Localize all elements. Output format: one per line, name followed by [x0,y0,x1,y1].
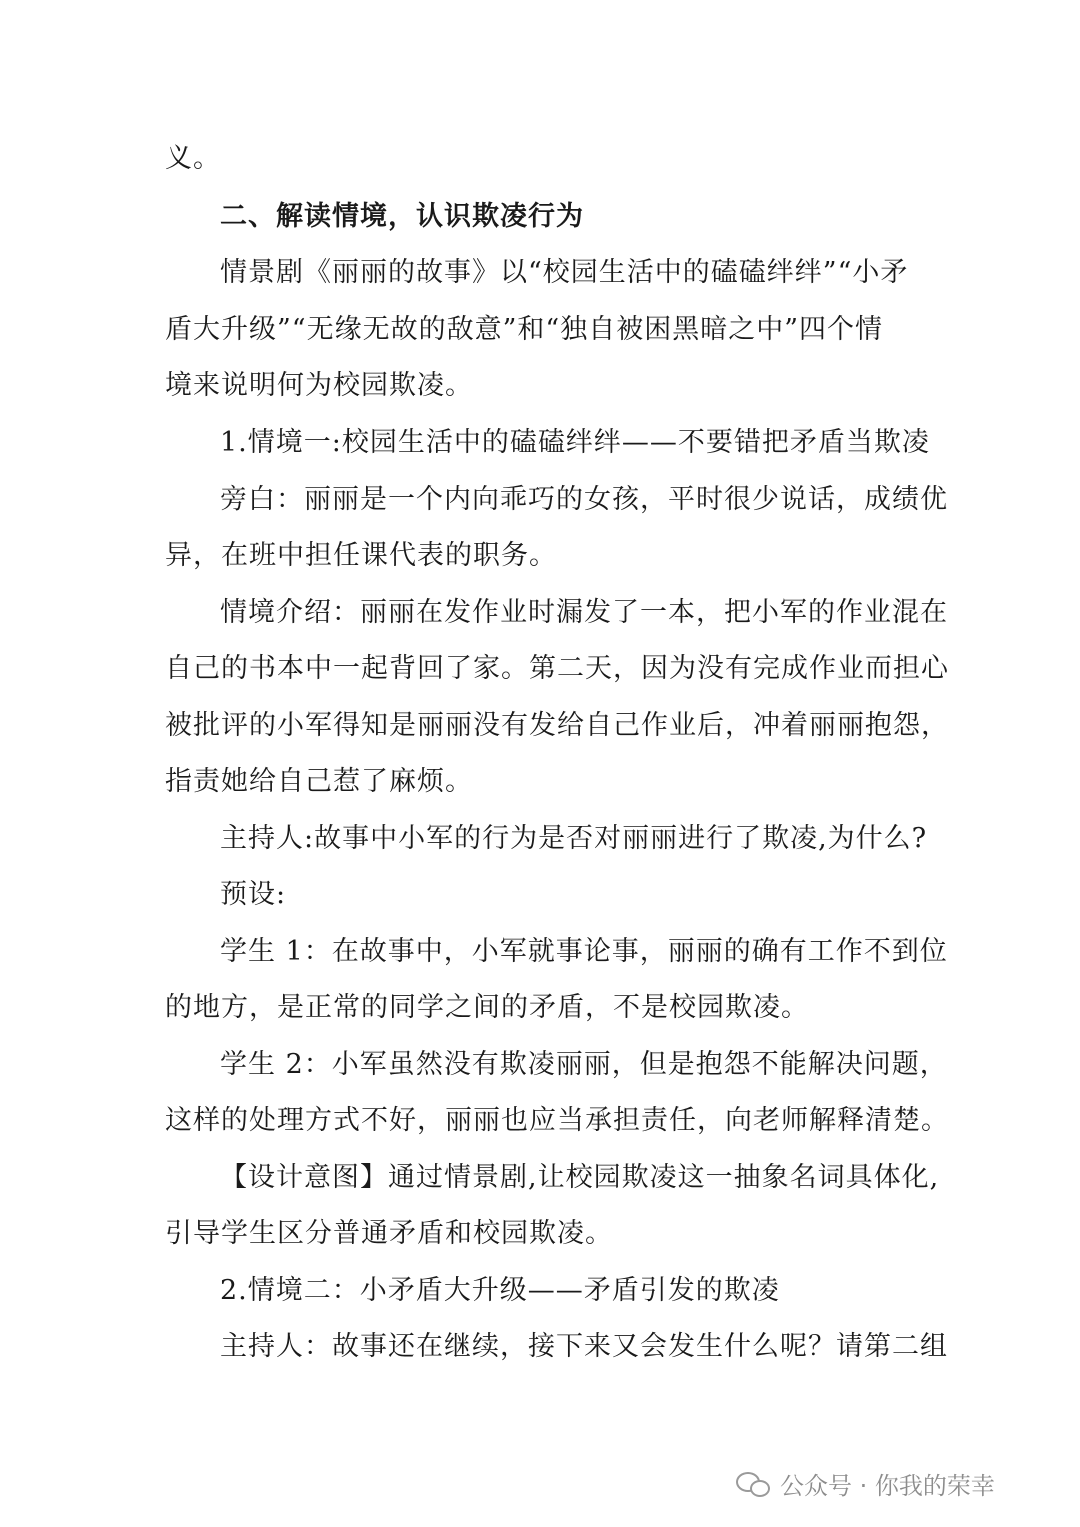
text-line: 旁白：丽丽是一个内向乖巧的女孩，平时很少说话，成绩优 [220,484,948,515]
subsection-heading: 1.情境一:校园生活中的磕磕绊绊——不要错把矛盾当欺凌 [220,427,930,458]
text-line: 自己的书本中一起背回了家。第二天，因为没有完成作业而担心 [165,653,949,684]
watermark [736,1463,995,1503]
watermark-text: 公众号 · 你我的荣幸 [780,1471,995,1500]
text-line: 情景剧《丽丽的故事》以“校园生活中的磕磕绊绊”“小矛 [220,257,909,288]
text-line: 境来说明何为校园欺凌。 [165,370,473,401]
text-line: 学生 2：小军虽然没有欺凌丽丽，但是抱怨不能解决问题， [220,1049,948,1080]
text-line: 情境介绍：丽丽在发作业时漏发了一本，把小军的作业混在 [220,597,948,628]
section-heading: 二、解读情境，认识欺凌行为 [220,201,584,232]
wechat-icon [736,1470,770,1496]
text-line: 引导学生区分普通矛盾和校园欺凌。 [165,1218,613,1249]
text-line: 这样的处理方式不好，丽丽也应当承担责任，向老师解释清楚。 [165,1105,949,1136]
text-line: 的地方，是正常的同学之间的矛盾，不是校园欺凌。 [165,992,809,1023]
text-line: 【设计意图】通过情景剧,让校园欺凌这一抽象名词具体化, [220,1162,940,1193]
text-line: 义。 [165,143,221,174]
text-line: 预设: [220,879,287,910]
text-line: 指责她给自己惹了麻烦。 [165,766,473,797]
text-line: 主持人：故事还在继续，接下来又会发生什么呢？请第二组 [220,1331,948,1362]
text-line: 学生 1：在故事中，小军就事论事，丽丽的确有工作不到位 [220,936,948,967]
text-line: 盾大升级”“无缘无故的敌意”和“独自被困黑暗之中”四个情 [165,314,884,345]
text-line: 被批评的小军得知是丽丽没有发给自己作业后，冲着丽丽抱怨， [165,710,949,741]
text-line: 主持人:故事中小军的行为是否对丽丽进行了欺凌,为什么? [220,823,928,854]
subsection-heading: 2.情境二：小矛盾大升级——矛盾引发的欺凌 [220,1275,780,1306]
text-line: 异，在班中担任课代表的职务。 [165,540,557,571]
